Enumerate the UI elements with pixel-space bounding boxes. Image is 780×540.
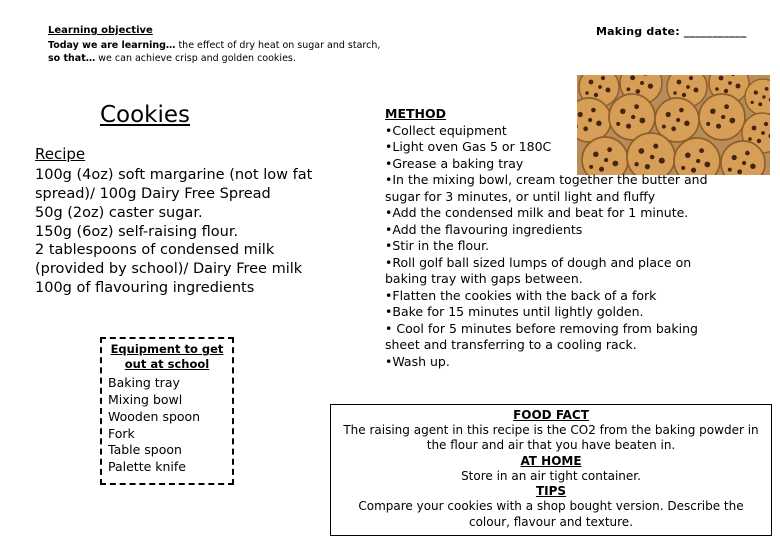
recipe-heading: Recipe	[35, 145, 86, 163]
method-step: •Light oven Gas 5 or 180C	[385, 139, 552, 154]
method-step: •Grease a baking tray	[385, 155, 524, 171]
method-step: •Flatten the cookies with the back of a fork	[385, 287, 657, 303]
ingredients-list	[35, 166, 331, 298]
equipment-title	[108, 342, 226, 372]
food-fact-text: The raising agent in this recipe is the CO2 from the baking powder in the flour and air that you have beaten in.	[343, 423, 759, 453]
learning-rest-2: we can achieve crisp and golden cookies.	[95, 53, 296, 65]
page-title: Cookies	[99, 102, 191, 128]
equipment-title-line-2: out at school	[124, 356, 210, 371]
ingredient-line: 50g (2oz) caster sugar.	[35, 204, 203, 221]
equipment-box	[100, 337, 234, 485]
equipment-item: Mixing bowl	[108, 391, 183, 407]
equipment-item: Palette knife	[108, 459, 186, 475]
method-step: • Cool for 5 minutes before removing from baking sheet and transferring to a cooling rack.	[385, 320, 698, 352]
equipment-item: Wooden spoon	[108, 408, 201, 424]
learning-lead-2: so that…	[48, 53, 96, 65]
method-step: •Roll golf ball sized lumps of dough and place on baking tray with gaps between.	[385, 254, 692, 286]
method-step: •Add the flavouring ingredients	[385, 221, 583, 237]
method-step: •Add the condensed milk and beat for 1 minute.	[385, 205, 689, 220]
ingredient-line: 100g of flavouring ingredients	[35, 280, 255, 297]
equipment-item: Baking tray	[108, 374, 180, 390]
method-step: •Stir in the flour.	[385, 238, 490, 253]
method-step: •In the mixing bowl, cream together the butter and sugar for 3 minutes, or until light and fluffy	[385, 172, 708, 204]
making-date-label: Making date: ___________	[596, 25, 747, 38]
learning-line-1	[48, 39, 468, 52]
method-step: •Wash up.	[385, 353, 450, 369]
food-fact-box	[330, 404, 772, 536]
at-home-text: Store in an air tight container.	[461, 468, 641, 483]
method-title: METHOD	[385, 106, 446, 121]
method-block	[385, 106, 719, 370]
equipment-item: Table spoon	[108, 442, 182, 458]
tips-title: TIPS	[535, 484, 567, 499]
tips-text: Compare your cookies with a shop bought version. Describe the colour, flavour and texture.	[358, 499, 744, 529]
learning-lead-1: Today we are learning…	[48, 40, 176, 51]
method-step: •Collect equipment	[385, 122, 507, 138]
ingredient-line: 150g (6oz) self-raising flour.	[35, 223, 239, 240]
food-fact-title: FOOD FACT	[513, 408, 589, 422]
learning-rest-1: the effect of dry heat on sugar and starch,	[175, 40, 381, 51]
ingredient-line: 100g (4oz) soft margarine (not low fat spread)/ 100g Dairy Free Spread	[35, 167, 313, 202]
learning-line-2	[48, 52, 468, 65]
at-home-title: AT HOME	[520, 453, 582, 468]
equipment-item: Fork	[108, 425, 135, 441]
ingredient-line: 2 tablespoons of condensed milk (provided by school)/ Dairy Free milk	[35, 242, 303, 278]
equipment-title-line-1: Equipment to get	[110, 342, 224, 356]
method-step: •Bake for 15 minutes until lightly golden.	[385, 304, 644, 319]
learning-objective-block	[48, 24, 468, 66]
learning-objective-title: Learning objective	[48, 25, 153, 36]
